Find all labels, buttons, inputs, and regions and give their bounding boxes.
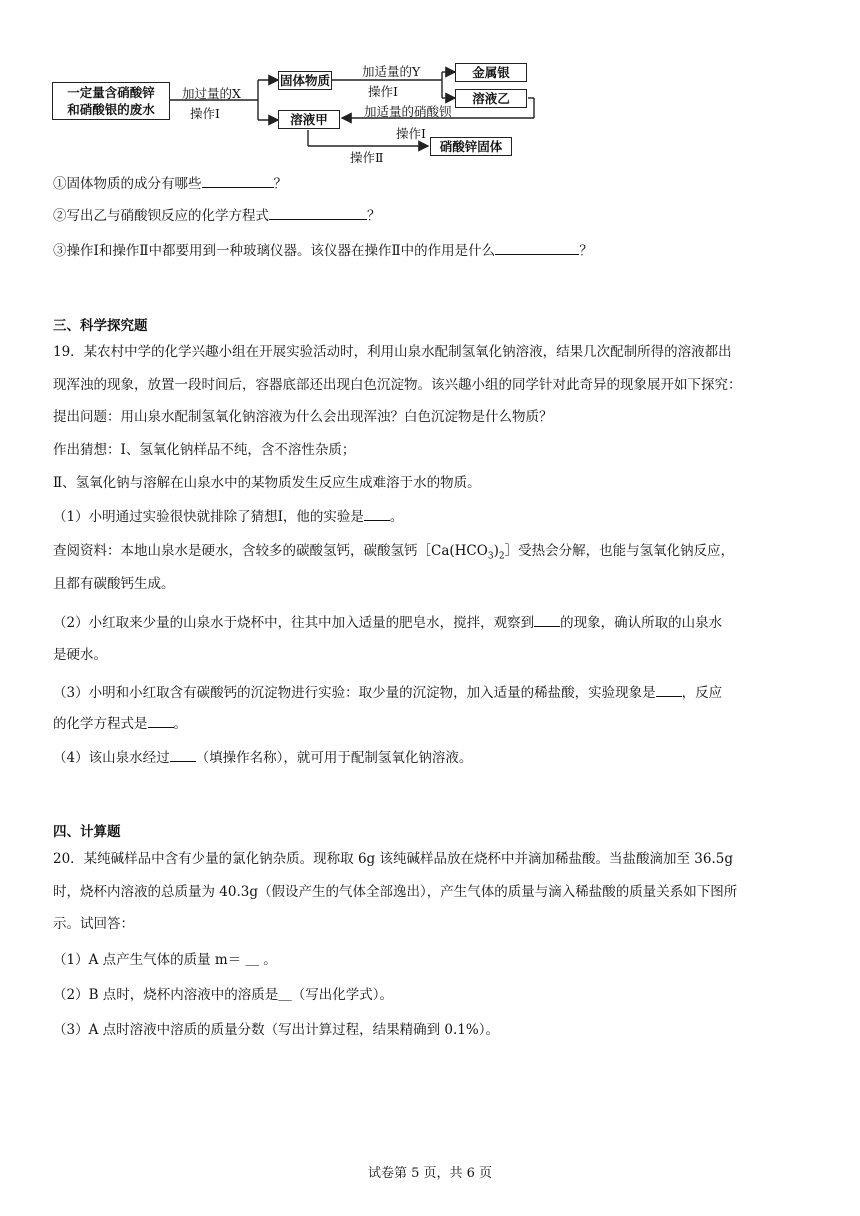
q18-sub2 bbox=[53, 205, 381, 226]
q19-line-2: 现浑浊的现象，放置一段时间后，容器底部还出现白色沉淀物。该兴趣小组的同学针对此奇异的现象展开如下探究： bbox=[53, 377, 742, 393]
start-box-line-1: 一定量含硝酸锌 bbox=[67, 85, 155, 100]
q19-line-5: Ⅱ、氢氧化钠与溶解在山泉水中的某物质发生反应生成难溶于水的物质。 bbox=[53, 475, 481, 491]
jia-box: 溶液甲 bbox=[278, 110, 340, 129]
q19-line-4: 作出猜想：Ⅰ、氢氧化钠样品不纯，含不溶性杂质； bbox=[53, 442, 356, 458]
q19-info-text: 查阅资料：本地山泉水是硬水，含较多的碳酸氢钙，碳酸氢钙［Ca(HCO bbox=[53, 543, 488, 559]
q19-part-3-text-2: ，反应 bbox=[681, 685, 723, 701]
page-footer: 试卷第 5 页，共 6 页 bbox=[367, 1166, 493, 1181]
step2-bottom-label: 操作Ⅰ bbox=[368, 84, 398, 99]
q20-part-1: （1）A 点产生气体的质量 m＝ ＿ 。 bbox=[53, 952, 277, 968]
q19-line-3: 提出问题：用山泉水配制氢氧化钠溶液为什么会出现浑浊？白色沉淀物是什么物质？ bbox=[53, 409, 553, 425]
q20-part-3: （3）A 点时溶液中溶质的质量分数（写出计算过程，结果精确到 0.1%）。 bbox=[53, 1022, 499, 1038]
q19-part-2-text: （2）小红取来少量的山泉水于烧杯中，往其中加入适量的肥皂水，搅拌，观察到 bbox=[53, 615, 535, 631]
flowchart bbox=[50, 58, 550, 168]
q18-sub3-text: ③操作Ⅰ和操作Ⅱ中都要用到一种玻璃仪器。该仪器在操作Ⅱ中的作用是什么 bbox=[53, 243, 496, 259]
section-heading: 四、计算题 bbox=[53, 824, 121, 840]
subscript: 2 bbox=[498, 551, 505, 562]
answer-blank[interactable] bbox=[656, 682, 682, 697]
q19-part-4-text: （4）该山泉水经过 bbox=[53, 750, 170, 766]
q18-sub1-text: ①固体物质的成分有哪些 bbox=[53, 176, 202, 192]
answer-blank[interactable] bbox=[364, 506, 390, 521]
yi-box: 溶液乙 bbox=[455, 89, 527, 108]
answer-blank[interactable] bbox=[202, 173, 274, 188]
q20-line-2: 时，烧杯内溶液的总质量为 40.3g（假设产生的气体全部逸出），产生气体的质量与滴入稀盐酸的质量关系如下图所 bbox=[53, 884, 738, 900]
step3-label: 加适量的硝酸钡 bbox=[364, 104, 452, 119]
q18-sub3 bbox=[53, 240, 593, 261]
q19-info-line-2: 且都有碳酸钙生成。 bbox=[53, 576, 175, 592]
q19-info-paren: ) bbox=[493, 543, 499, 559]
q20-part-2: （2）B 点时，烧杯内溶液中的溶质是＿（写出化学式）。 bbox=[53, 987, 394, 1003]
q19-part-1-text: （1）小明通过实验很快就排除了猜想Ⅰ，他的实验是 bbox=[53, 509, 364, 525]
q19-part-1 bbox=[53, 506, 403, 527]
q19-part-4 bbox=[53, 747, 472, 768]
answer-blank[interactable] bbox=[534, 612, 560, 627]
q19-part-3-line-2-end: 。 bbox=[173, 716, 187, 732]
answer-blank[interactable] bbox=[170, 747, 196, 762]
section-heading: 三、科学探究题 bbox=[53, 318, 148, 334]
start-box-line-2: 和硝酸银的废水 bbox=[67, 102, 155, 117]
q19-part-1-end: 。 bbox=[389, 509, 404, 525]
q19-part-2-line-2: 是硬水。 bbox=[53, 647, 107, 663]
q19-info bbox=[53, 541, 734, 567]
q18-sub1-end: ？ bbox=[273, 176, 287, 192]
subscript: 3 bbox=[487, 551, 494, 562]
solid-box: 固体物质 bbox=[279, 73, 330, 88]
q20-line-1: 20．某纯碱样品中含有少量的氯化钠杂质。现称取 6g 该纯碱样品放在烧杯中并滴加稀盐酸。当盐酸滴加至 36.5g bbox=[53, 851, 733, 867]
q18-sub3-end: ？ bbox=[579, 243, 593, 259]
zinc-box: 硝酸锌固体 bbox=[430, 137, 512, 156]
answer-blank[interactable] bbox=[495, 240, 579, 255]
silver-box: 金属银 bbox=[455, 63, 527, 82]
step1-bottom-label: 操作Ⅰ bbox=[190, 106, 220, 121]
q19-line-1: 19．某农村中学的化学兴趣小组在开展实验活动时，利用山泉水配制氢氧化钠溶液，结果几次配制所得的溶液都出 bbox=[53, 344, 732, 360]
q18-sub1 bbox=[53, 173, 287, 194]
q19-part-2 bbox=[53, 612, 722, 633]
q19-part-2-text-2: 的现象，确认所取的山泉水 bbox=[560, 615, 723, 631]
q19-part-4-text-2: （填操作名称），就可用于配制氢氧化钠溶液。 bbox=[195, 750, 473, 766]
start-box bbox=[52, 82, 170, 120]
answer-blank[interactable] bbox=[269, 205, 367, 220]
step5-label: 操作Ⅱ bbox=[350, 150, 384, 165]
q19-part-3-line-2 bbox=[53, 713, 187, 734]
q19-part-3-text: （3）小明和小红取含有碳酸钙的沉淀物进行实验：取少量的沉淀物，加入适量的稀盐酸，实验现象是 bbox=[53, 685, 656, 701]
step4-label: 操作Ⅰ bbox=[396, 126, 426, 141]
q18-sub2-end: ？ bbox=[367, 208, 381, 224]
q19-part-3 bbox=[53, 682, 722, 703]
step2-top-label: 加适量的Y bbox=[362, 64, 421, 79]
step1-top-label: 加过量的X bbox=[182, 86, 241, 101]
answer-blank[interactable] bbox=[148, 713, 174, 728]
q20-line-3: 示。试回答： bbox=[53, 916, 134, 932]
q19-part-3-line-2-text: 的化学方程式是 bbox=[53, 716, 148, 732]
q19-info-text-2: ］受热会分解，也能与氢氧化钠反应， bbox=[504, 543, 735, 559]
q18-sub2-text: ②写出乙与硝酸钡反应的化学方程式 bbox=[53, 208, 269, 224]
